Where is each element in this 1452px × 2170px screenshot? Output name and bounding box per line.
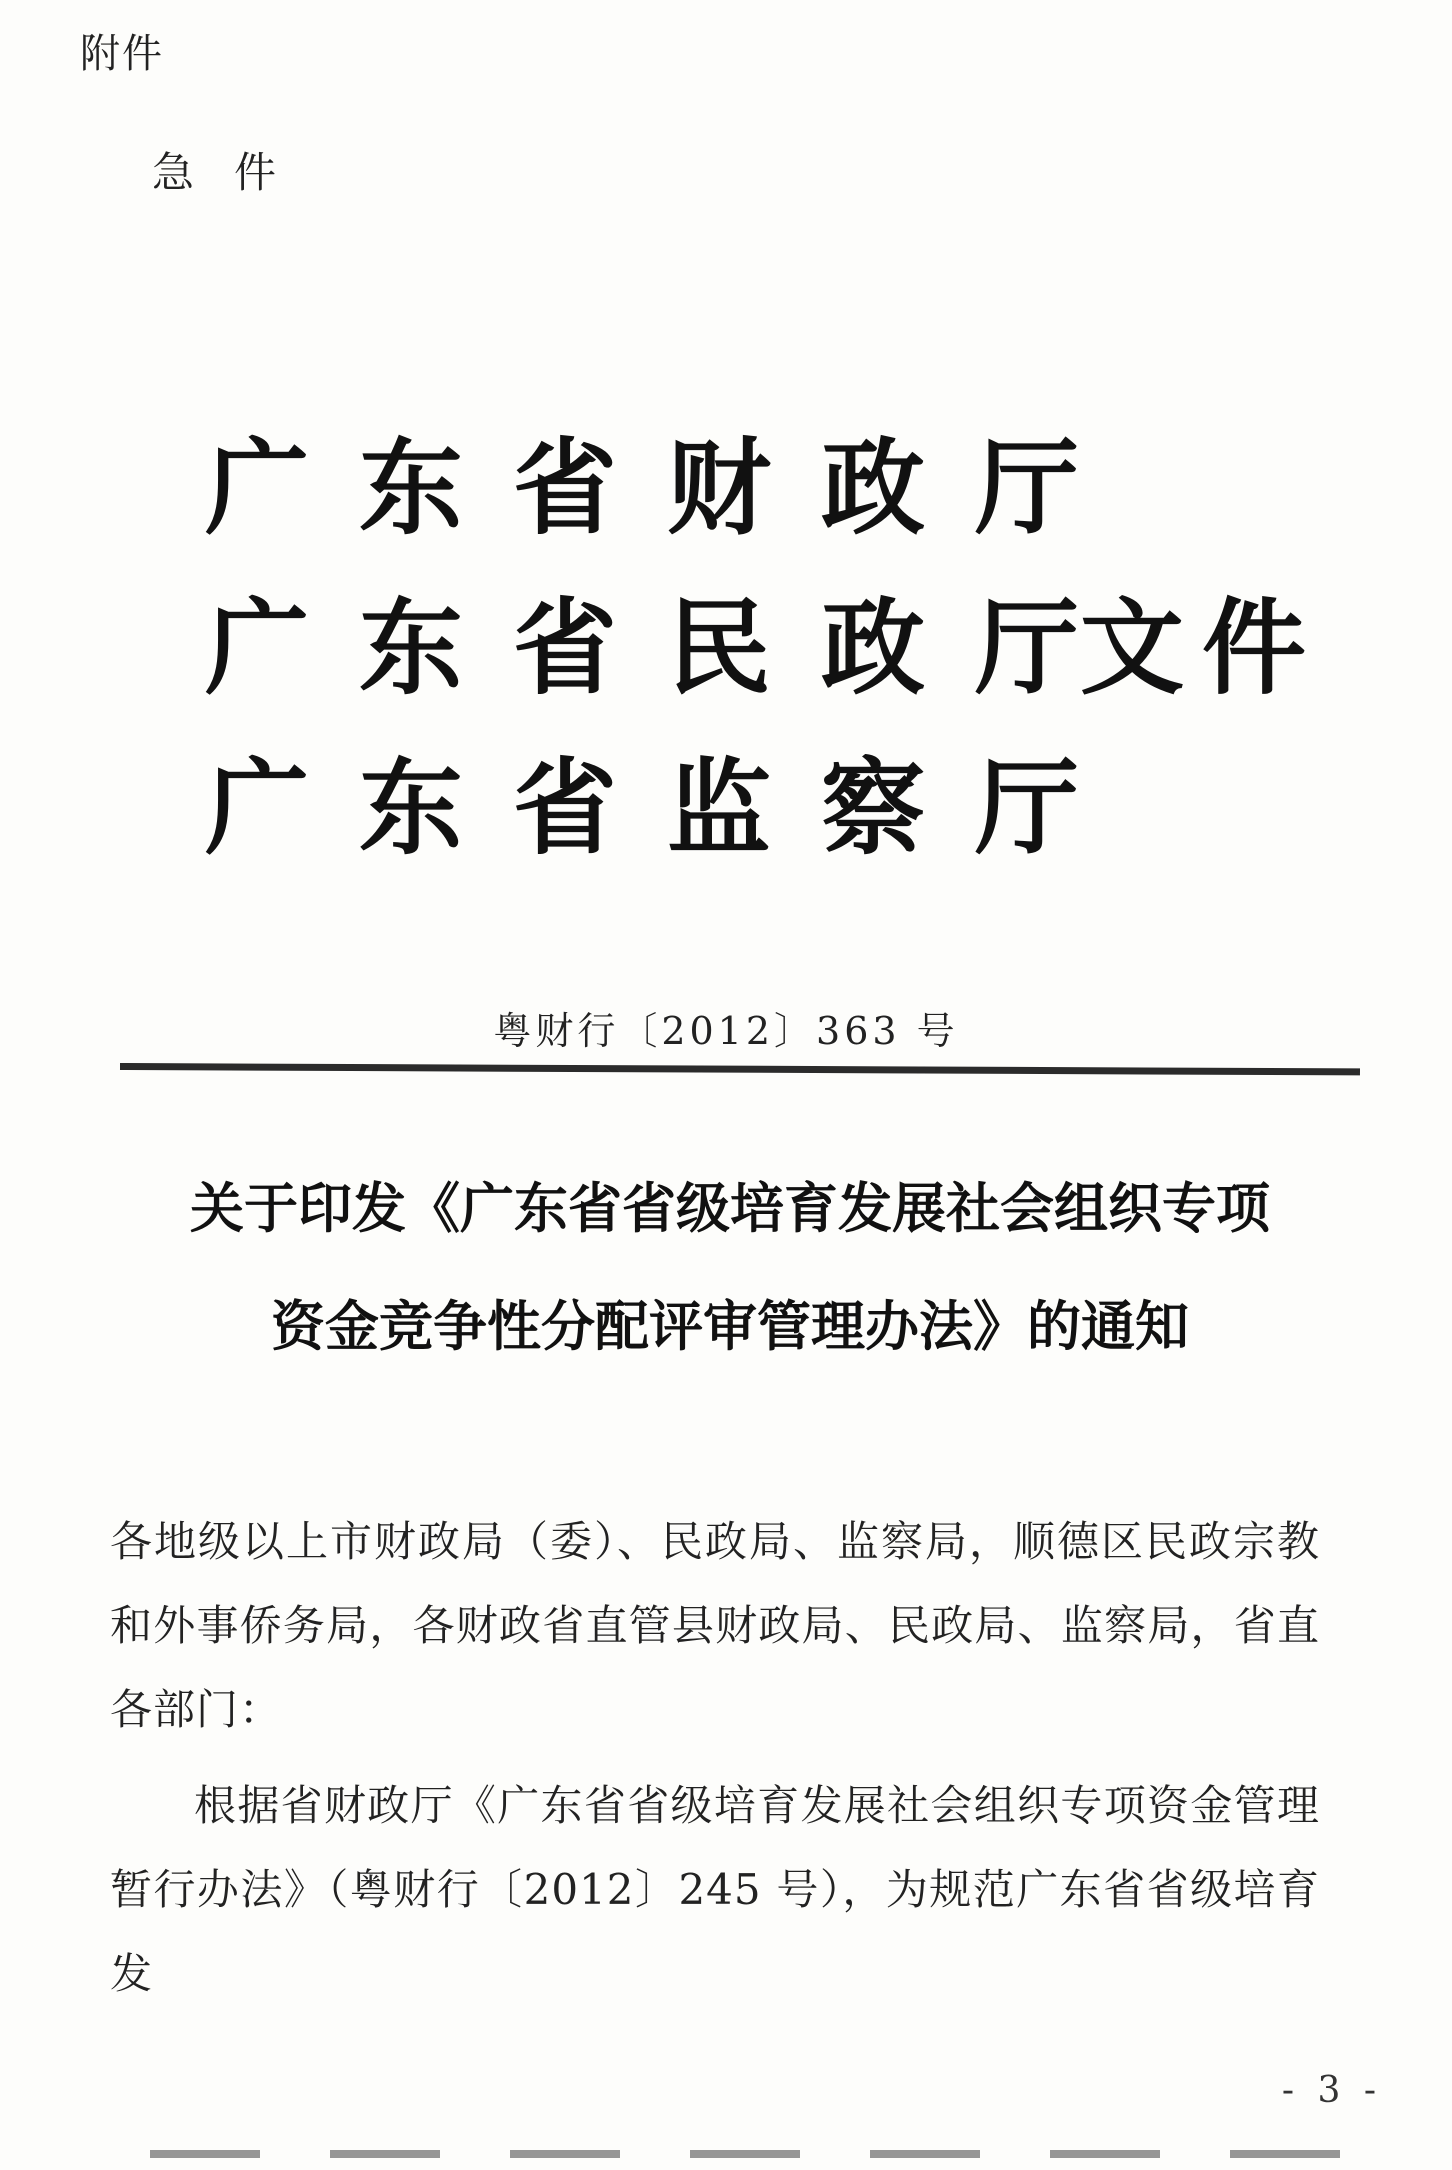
title-line-1: 关于印发《广东省省级培育发展社会组织专项 [190, 1177, 1270, 1240]
document-number: 粤财行〔2012〕363 号 [493, 1009, 959, 1053]
issuer-civil-affairs-dept: 广东省民政厅 [205, 586, 1130, 709]
title-line-2: 资金竞争性分配评审管理办法》的通知 [271, 1295, 1189, 1358]
issuer-row [205, 588, 1355, 748]
issuer-finance-dept: 广东省财政厅 [205, 426, 1130, 549]
header-divider-line [120, 1063, 1360, 1075]
body-paragraph: 根据省财政厅《广东省省级培育发展社会组织专项资金管理暂行办法》（粤财行〔2012〕245 号），为规范广东省省级培育发 [110, 1781, 1320, 1998]
document-title [120, 1150, 1340, 1386]
addressee-paragraph: 各地级以上市财政局（委）、民政局、监察局，顺德区民政宗教和外事侨务局，各财政省直管县财政局、民政局、监察局，省直各部门： [110, 1517, 1320, 1734]
page-number: - 3 - [1281, 2070, 1382, 2111]
issuer-supervision-dept: 广东省监察厅 [205, 746, 1130, 869]
scan-edge-artifact [150, 2150, 1350, 2158]
issuing-authorities [205, 428, 1355, 908]
attachment-label: 附件 [80, 31, 164, 77]
urgency-label: 急件 [152, 148, 317, 197]
issuer-row [205, 428, 1355, 588]
document-suffix: 文件 [1080, 586, 1325, 709]
issuer-row [205, 748, 1355, 908]
